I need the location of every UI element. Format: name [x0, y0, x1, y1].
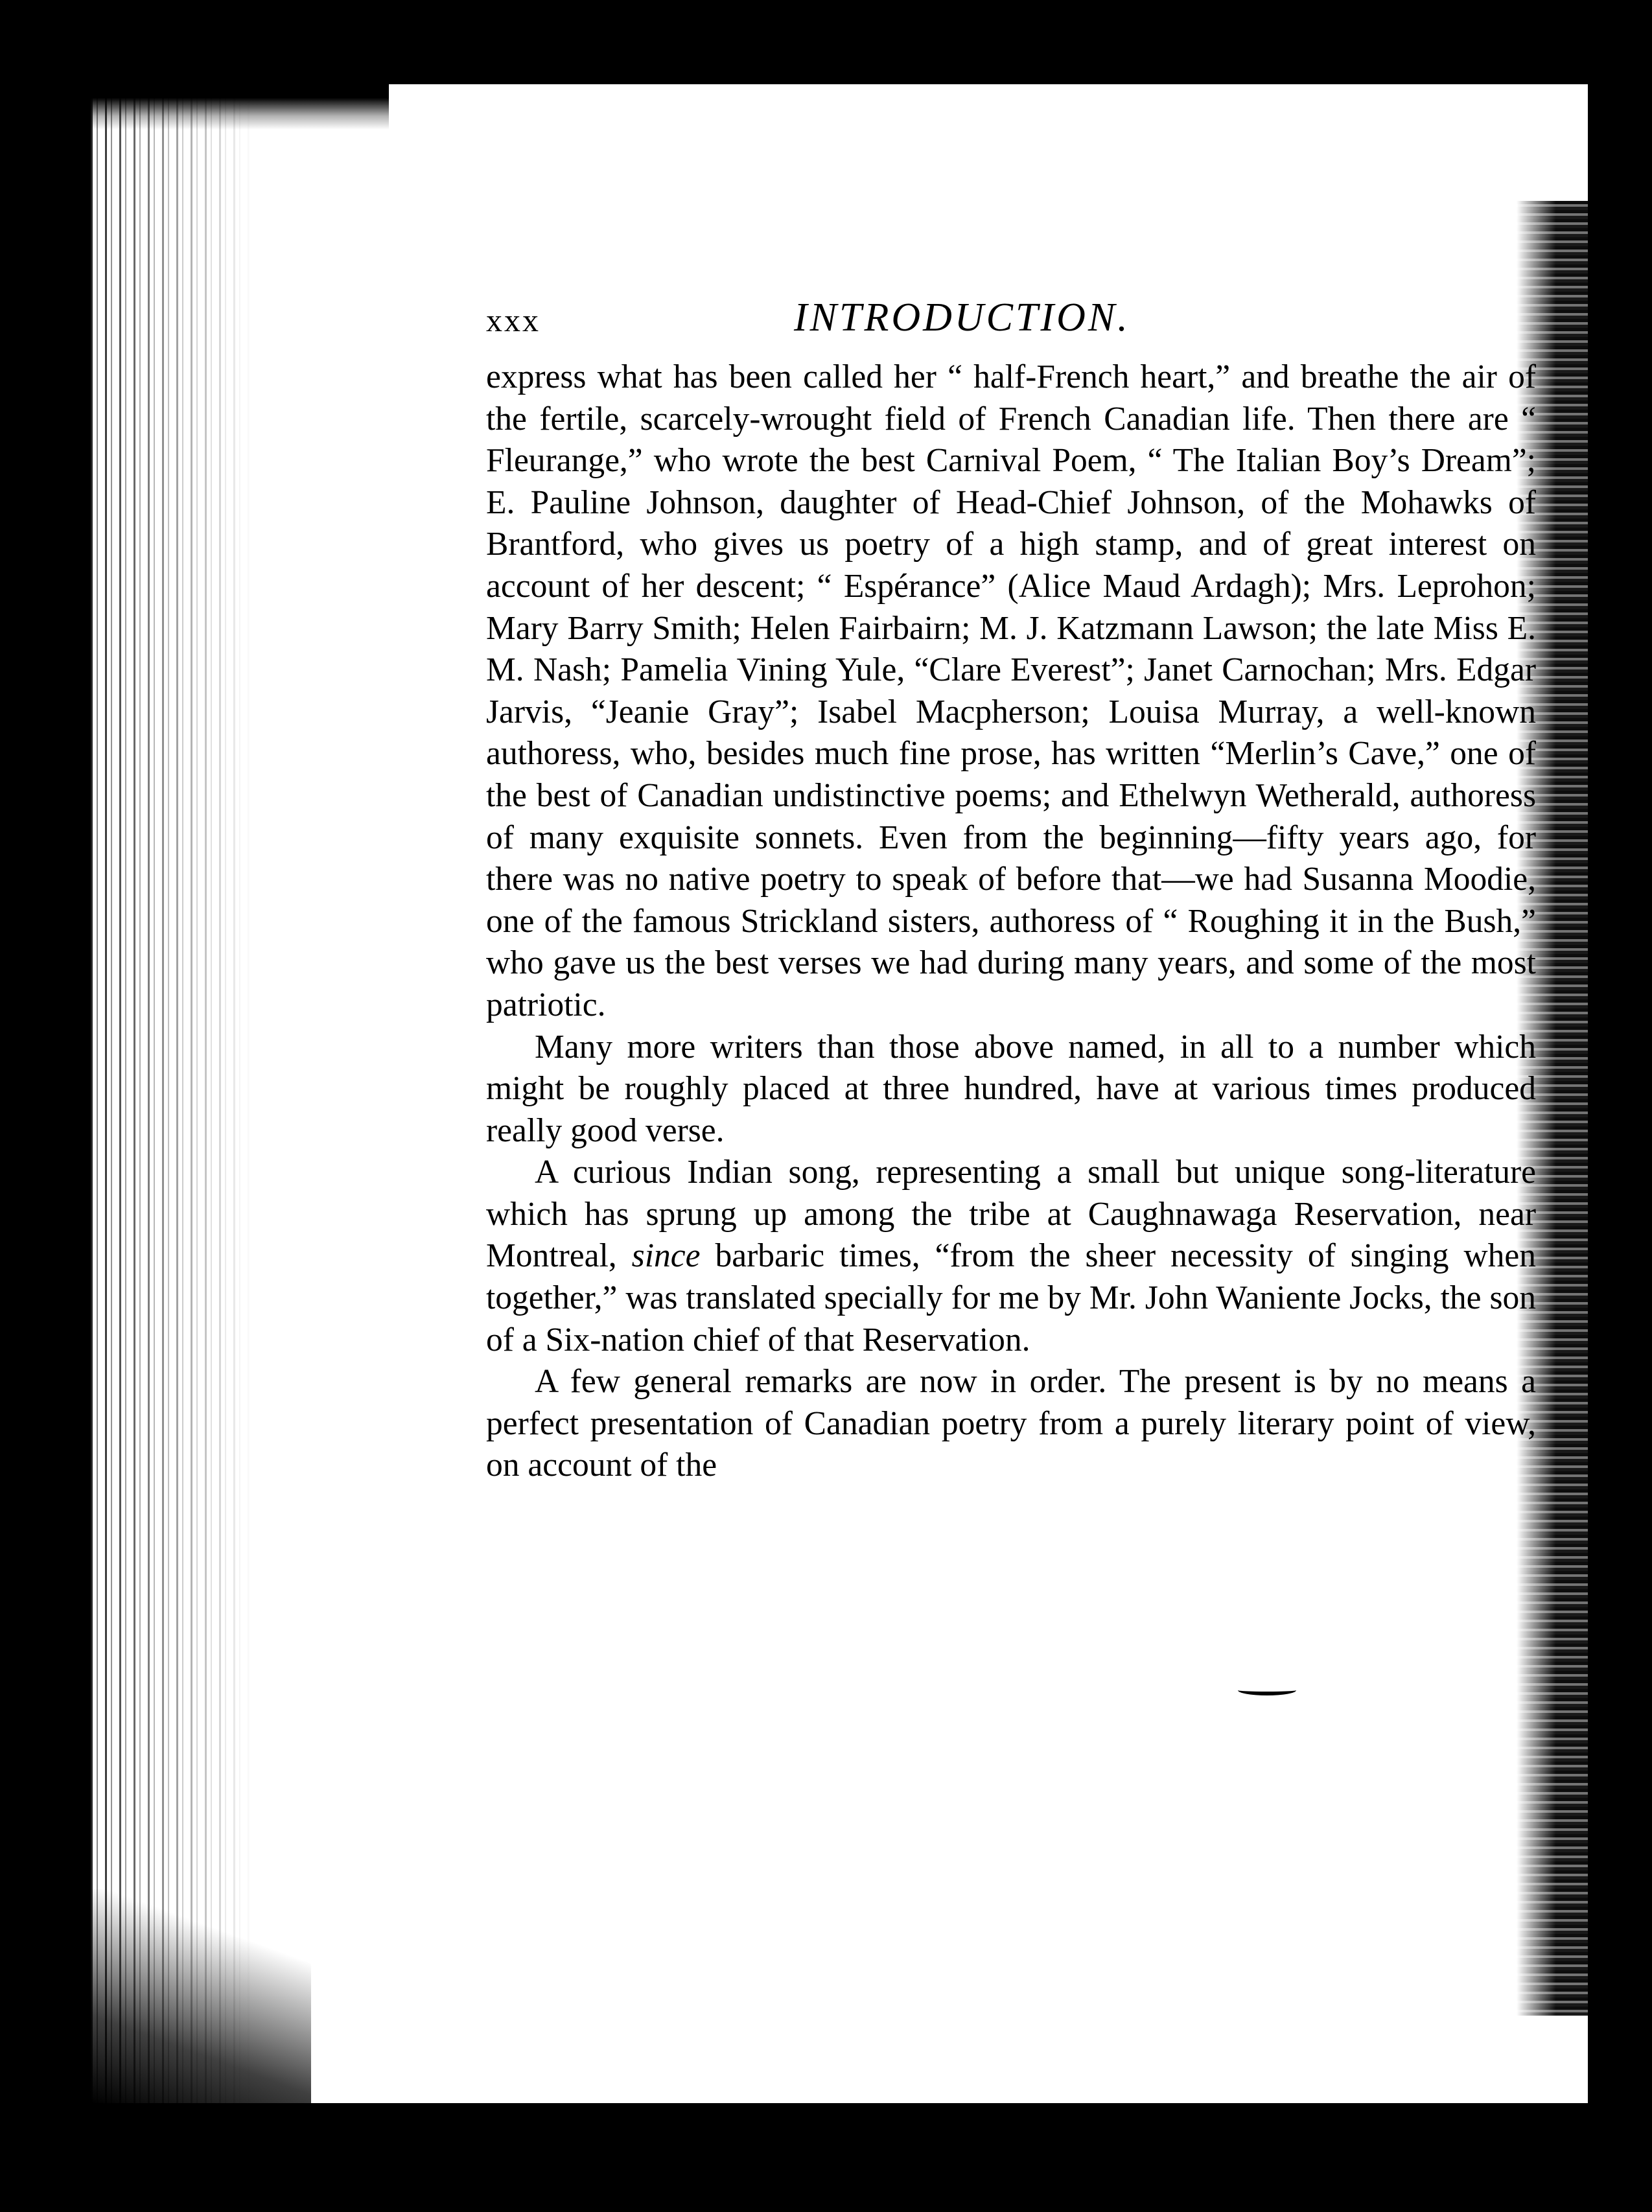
italic-emphasis: since: [631, 1237, 701, 1275]
facing-letter: v: [1594, 1635, 1612, 1675]
facing-letter: a: [1594, 1428, 1611, 1468]
facing-letter: e: [1594, 1594, 1611, 1634]
binding-shadow-bottom: [91, 1889, 311, 2103]
facing-page-fragment: [1594, 1303, 1633, 1842]
binding-shadow-top: [91, 84, 389, 130]
facing-letter: c: [1594, 1303, 1611, 1344]
facing-letter: l: [1594, 1760, 1605, 1800]
paragraph-text: barbaric times, “from the sheer necessity of singing when together,” was translated specially for me by Mr. John Waniente Jocks, the son of a Six-nation chief of that Reservation.: [486, 1237, 1536, 1358]
facing-letter: s: [1594, 1469, 1609, 1509]
page-content: [486, 295, 1536, 1487]
running-title: INTRODUCTION.: [794, 296, 1130, 340]
facing-letter: l: [1594, 1345, 1605, 1385]
paragraph: Many more writers than those above named, in all to a number which might be roughly placed at three hundred, have at various times produced really good verse.: [486, 1028, 1536, 1149]
facing-letter: s: [1594, 1386, 1609, 1426]
paragraph: express what has been called her “ half-French heart,” and breathe the air of the fertile, scarcely-wrought field of French Canadian life. Then there are “ Fleurange,” who wrote the best Carnival Poem, “ The Italian Boy’s Dream”; E. Pauline Johnson, daughter of Head-Chief Johnson, of the Mohawks of Brantford, who gives us poetry of a high stamp, and of great interest on account of her descent; “ Espérance” (Alice Maud Ardagh); Mrs. Leprohon; Mary Barry Smith; Helen Fairbairn; M. J. Katzmann Lawson; the late Miss E. M. Nash; Pamelia Vining Yule, “Clare Everest”; Janet Carnochan; Mrs. Edgar Jarvis, “Jeanie Gray”; Isabel Macpherson; Louisa Murray, a well-known authoress, who, besides much fine prose, has written “Merlin’s Cave,” one of the best of Canadian undistinctive poems; and Ethelwyn Wetherald, authoress of many exquisite sonnets. Even from the beginning—fifty years ago, for there was no native poetry to speak of before that—we had Susanna Moodie, one of the famous Strickland sisters, authoress of “ Roughing it in the Bush,” who gave us the best verses we had during many years, and some of the most patriotic.: [486, 358, 1536, 1023]
paragraph-text: A curious Indian song, representing a small but unique song-literature which has sprung up among the tribe at Caughnawaga Reservation, near Montreal,: [486, 1154, 1536, 1275]
facing-letter: s: [1594, 1677, 1609, 1717]
facing-letter: v: [1594, 1552, 1612, 1592]
page-number: xxx: [486, 302, 541, 338]
binding-gutter: [91, 84, 253, 2103]
print-smudge: [1238, 1685, 1296, 1695]
facing-letter: h: [1594, 1801, 1612, 1841]
paragraph: [486, 1152, 1536, 1361]
facing-letter: I: [1594, 1718, 1607, 1758]
body-text: [486, 356, 1536, 1487]
facing-letter: h: [1594, 1511, 1612, 1551]
running-head: [486, 295, 1536, 356]
paragraph: A few general remarks are now in order. The present is by no means a perfect presentation of Canadian poetry from a purely literary point of view, on account of the: [486, 1363, 1536, 1484]
